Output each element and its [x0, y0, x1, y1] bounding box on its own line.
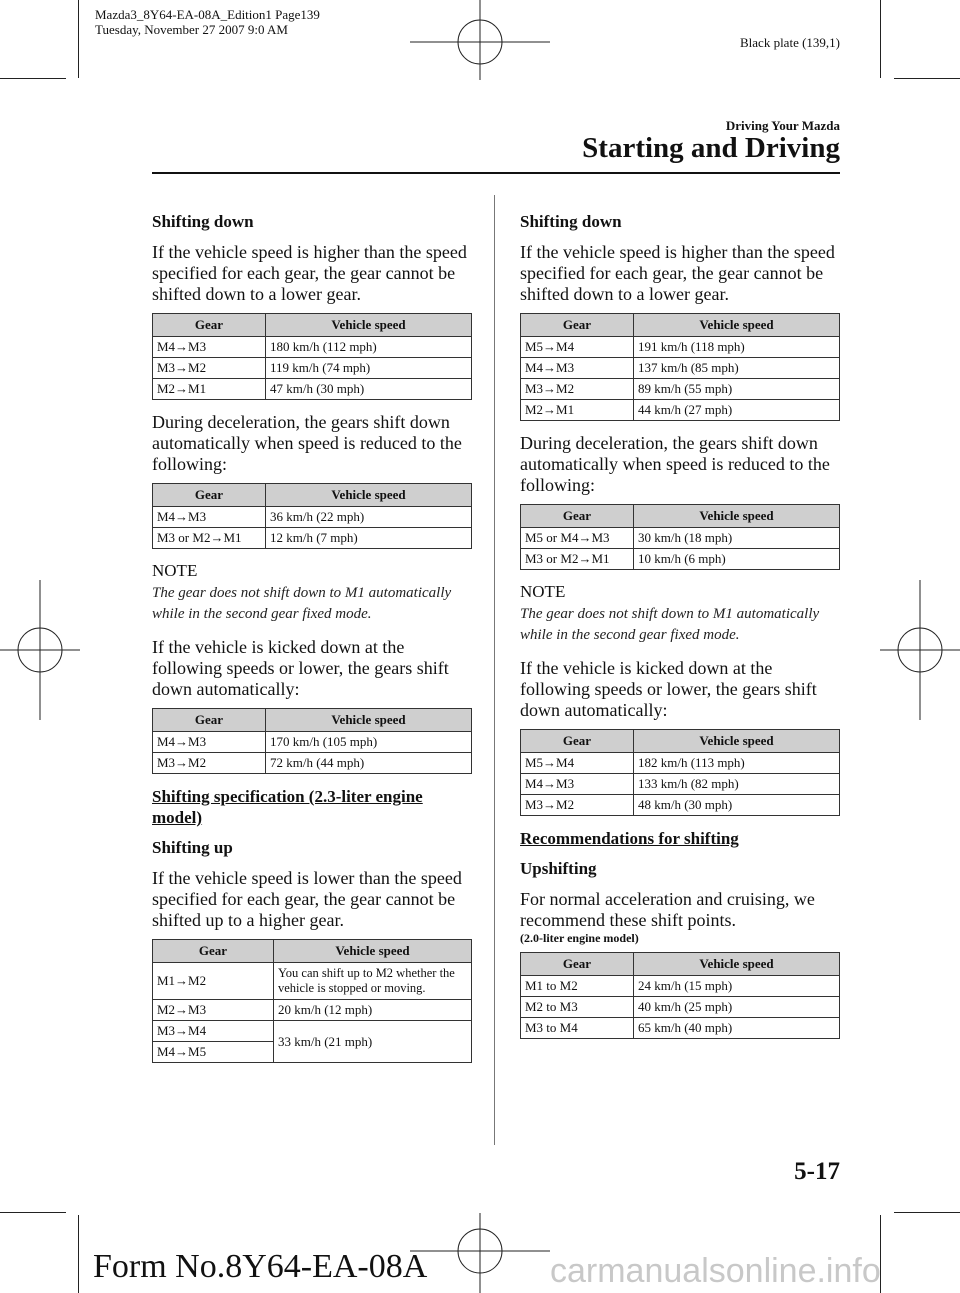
col-header: Gear: [153, 940, 274, 963]
speed-cell: You can shift up to M2 whether the vehicle is stopped or moving.: [274, 963, 472, 1000]
col-header: Vehicle speed: [634, 314, 840, 337]
speed-cell: 10 km/h (6 mph): [634, 549, 840, 570]
speed-cell: 40 km/h (25 mph): [634, 997, 840, 1018]
deceleration-table: [520, 504, 840, 570]
table-row: [521, 774, 840, 795]
note-text: The gear does not shift down to M1 automatically while in the second gear fixed mode.: [152, 585, 452, 622]
shifting-down-text: If the vehicle speed is higher than the speed specified for each gear, the gear cannot be shifted down to a lower gear.: [152, 242, 467, 304]
shifting-down-title: Shifting down: [520, 212, 622, 231]
table-row: [521, 400, 840, 421]
print-header-line1: Mazda3_8Y64-EA-08A_Edition1 Page139: [95, 7, 320, 22]
registration-mark-left: [0, 580, 80, 720]
speed-cell: 133 km/h (82 mph): [634, 774, 840, 795]
gear-cell: M1 to M2: [521, 976, 634, 997]
table-row: [153, 337, 472, 358]
right-column: [520, 212, 842, 1051]
col-header: Vehicle speed: [274, 940, 472, 963]
crop-mark: [894, 78, 960, 79]
deceleration-text: During deceleration, the gears shift down automatically when speed is reduced to the following:: [152, 412, 462, 474]
gear-cell: M3→M4: [153, 1021, 274, 1042]
speed-cell: 182 km/h (113 mph): [634, 753, 840, 774]
speed-cell: 48 km/h (30 mph): [634, 795, 840, 816]
gear-cell: M5→M4: [521, 337, 634, 358]
registration-mark-right: [880, 580, 960, 720]
section-title: Starting and Driving: [582, 132, 840, 164]
table-row: [521, 997, 840, 1018]
col-header: Gear: [153, 314, 266, 337]
kickdown-text: If the vehicle is kicked down at the following speeds or lower, the gears shift down automatically:: [520, 658, 817, 720]
recommendations-heading: Recommendations for shifting: [520, 829, 739, 848]
table-row: [521, 753, 840, 774]
gear-cell: M2 to M3: [521, 997, 634, 1018]
gear-cell: M3→M2: [521, 379, 634, 400]
shifting-up-text: If the vehicle speed is lower than the speed specified for each gear, the gear cannot be shifted up to a higher gear.: [152, 868, 462, 930]
col-header: Vehicle speed: [266, 314, 472, 337]
table-row: [153, 379, 472, 400]
shifting-up-title: Shifting up: [152, 838, 233, 857]
gear-cell: M4→M3: [153, 507, 266, 528]
shift-down-table: [152, 313, 472, 400]
col-header: Vehicle speed: [634, 953, 840, 976]
table-row: [521, 795, 840, 816]
speed-cell: 20 km/h (12 mph): [274, 1000, 472, 1021]
gear-cell: M4→M3: [153, 732, 266, 753]
table-row: [153, 1000, 472, 1021]
shifting-spec-heading: Shifting specification (2.3-liter engine model): [152, 787, 423, 827]
watermark: carmanualsonline.info: [550, 1252, 881, 1290]
table-row: [521, 528, 840, 549]
gear-cell: M3→M2: [153, 358, 266, 379]
engine-model-label: (2.0-liter engine model): [520, 931, 639, 945]
gear-cell: M4→M3: [521, 774, 634, 795]
col-header: Gear: [153, 484, 266, 507]
speed-cell: 137 km/h (85 mph): [634, 358, 840, 379]
col-header: Gear: [521, 505, 634, 528]
col-header: Gear: [153, 709, 266, 732]
crop-mark: [0, 1212, 66, 1213]
form-number: Form No.8Y64-EA-08A: [93, 1248, 428, 1285]
table-row: [153, 507, 472, 528]
upshift-points-table: [520, 952, 840, 1039]
table-row: [153, 358, 472, 379]
table-row: [153, 1021, 472, 1042]
gear-cell: M3 or M2→M1: [521, 549, 634, 570]
speed-cell: 170 km/h (105 mph): [266, 732, 472, 753]
col-header: Vehicle speed: [634, 730, 840, 753]
deceleration-text: During deceleration, the gears shift down automatically when speed is reduced to the following:: [520, 433, 830, 495]
speed-cell: 191 km/h (118 mph): [634, 337, 840, 358]
kickdown-text: If the vehicle is kicked down at the following speeds or lower, the gears shift down automatically:: [152, 637, 449, 699]
col-header: Vehicle speed: [266, 709, 472, 732]
gear-cell: M4→M3: [521, 358, 634, 379]
crop-mark: [880, 0, 881, 78]
gear-cell: M5→M4: [521, 753, 634, 774]
gear-cell: M4→M3: [153, 337, 266, 358]
speed-cell: 33 km/h (21 mph): [274, 1021, 472, 1063]
gear-cell: M2→M1: [521, 400, 634, 421]
column-divider: [494, 195, 495, 1145]
note-title: NOTE: [152, 561, 198, 580]
gear-cell: M1→M2: [153, 963, 274, 1000]
speed-cell: 12 km/h (7 mph): [266, 528, 472, 549]
speed-cell: 119 km/h (74 mph): [266, 358, 472, 379]
speed-cell: 44 km/h (27 mph): [634, 400, 840, 421]
speed-cell: 24 km/h (15 mph): [634, 976, 840, 997]
speed-cell: 36 km/h (22 mph): [266, 507, 472, 528]
col-header: Gear: [521, 730, 634, 753]
gear-cell: M3→M2: [521, 795, 634, 816]
col-header: Vehicle speed: [266, 484, 472, 507]
col-header: Gear: [521, 953, 634, 976]
gear-cell: M3 to M4: [521, 1018, 634, 1039]
table-row: [153, 753, 472, 774]
print-plate: Black plate (139,1): [740, 35, 840, 50]
gear-cell: M4→M5: [153, 1042, 274, 1063]
table-row: [521, 549, 840, 570]
page-number: 5-17: [794, 1158, 840, 1185]
table-row: [153, 732, 472, 753]
shift-down-table: [520, 313, 840, 421]
gear-cell: M3 or M2→M1: [153, 528, 266, 549]
upshifting-text: For normal acceleration and cruising, we recommend these shift points.: [520, 889, 815, 930]
speed-cell: 89 km/h (55 mph): [634, 379, 840, 400]
deceleration-table: [152, 483, 472, 549]
table-row: [521, 358, 840, 379]
upshifting-title: Upshifting: [520, 859, 597, 878]
chapter-title: Driving Your Mazda: [725, 118, 840, 133]
speed-cell: 30 km/h (18 mph): [634, 528, 840, 549]
speed-cell: 180 km/h (112 mph): [266, 337, 472, 358]
table-row: [521, 337, 840, 358]
kickdown-table: [520, 729, 840, 816]
left-column: [152, 212, 474, 1075]
header-rule: [152, 172, 840, 174]
table-row: [521, 379, 840, 400]
gear-cell: M3→M2: [153, 753, 266, 774]
table-row: [521, 976, 840, 997]
col-header: Gear: [521, 314, 634, 337]
shift-up-table: [152, 939, 472, 1063]
crop-mark: [78, 1215, 79, 1293]
registration-mark-bottom: [410, 1213, 550, 1293]
table-row: [153, 963, 472, 1000]
kickdown-table: [152, 708, 472, 774]
shifting-down-title: Shifting down: [152, 212, 254, 231]
print-header-line2: Tuesday, November 27 2007 9:0 AM: [95, 22, 288, 37]
table-row: [521, 1018, 840, 1039]
registration-mark-top: [410, 0, 550, 80]
speed-cell: 65 km/h (40 mph): [634, 1018, 840, 1039]
gear-cell: M2→M3: [153, 1000, 274, 1021]
note-text: The gear does not shift down to M1 automatically while in the second gear fixed mode.: [520, 606, 820, 643]
speed-cell: 47 km/h (30 mph): [266, 379, 472, 400]
note-title: NOTE: [520, 582, 566, 601]
gear-cell: M2→M1: [153, 379, 266, 400]
crop-mark: [894, 1212, 960, 1213]
speed-cell: 72 km/h (44 mph): [266, 753, 472, 774]
crop-mark: [0, 78, 66, 79]
col-header: Vehicle speed: [634, 505, 840, 528]
crop-mark: [78, 0, 79, 78]
table-row: [153, 528, 472, 549]
shifting-down-text: If the vehicle speed is higher than the speed specified for each gear, the gear cannot be shifted down to a lower gear.: [520, 242, 835, 304]
gear-cell: M5 or M4→M3: [521, 528, 634, 549]
